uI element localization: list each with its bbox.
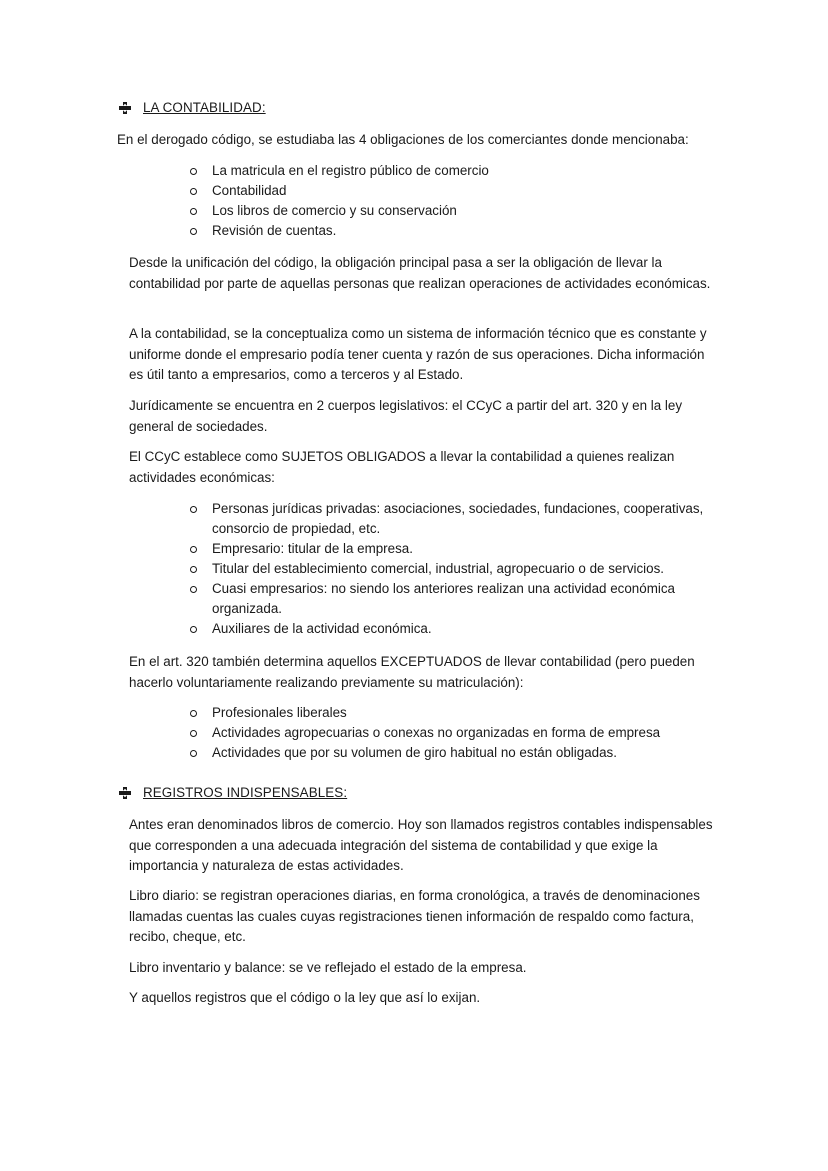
paragraph: Antes eran denominados libros de comercio. Hoy son llamados registros contables indispensables que corresponden a una adecuada integración del sistema de contabilidad y que exige la importancia y naturaleza de estas actividades. (129, 817, 713, 873)
list-item: La matricula en el registro público de comercio (190, 161, 712, 181)
paragraph: A la contabilidad, se la conceptualiza como un sistema de información técnico que es constante y uniforme donde el empresario podía tener cuenta y razón de sus operaciones. Dicha información es útil tanto a empresarios, como a terceros y al Estado. (129, 326, 707, 382)
list-item: Los libros de comercio y su conservación (190, 201, 712, 221)
list-item: Revisión de cuentas. (190, 221, 712, 241)
list-item: Profesionales liberales (190, 703, 712, 723)
paragraph: En el art. 320 también determina aquellos EXCEPTUADOS de llevar contabilidad (pero pueden hacerlo voluntariamente realizando previamente su matriculación): (129, 654, 695, 690)
list-item: Personas jurídicas privadas: asociaciones, sociedades, fundaciones, cooperativas, consorcio de propiedad, etc. (190, 499, 712, 539)
list-item: Contabilidad (190, 181, 712, 201)
list-item: Actividades agropecuarias o conexas no organizadas en forma de empresa (190, 723, 712, 743)
diamond-bullet-icon (117, 787, 133, 799)
list-item: Auxiliares de la actividad económica. (190, 619, 712, 639)
list-item: Actividades que por su volumen de giro habitual no están obligadas. (190, 743, 712, 763)
exempted-list (190, 703, 712, 763)
obligations-list (190, 161, 712, 241)
paragraph: Y aquellos registros que el código o la ley que así lo exijan. (129, 990, 481, 1005)
diamond-bullet-icon (117, 102, 133, 114)
paragraph: El CCyC establece como SUJETOS OBLIGADOS a llevar la contabilidad a quienes realizan actividades económicas: (129, 449, 675, 485)
list-item: Empresario: titular de la empresa. (190, 539, 712, 559)
heading-label: LA CONTABILIDAD: (143, 100, 266, 115)
section-heading-contabilidad (117, 100, 266, 115)
heading-label: REGISTROS INDISPENSABLES: (143, 785, 348, 800)
paragraph: Jurídicamente se encuentra en 2 cuerpos legislativos: el CCyC a partir del art. 320 y en la ley general de sociedades. (129, 398, 683, 434)
paragraph: Libro diario: se registran operaciones diarias, en forma cronológica, a través de denominaciones llamadas cuentas las cuales cuyas registraciones tienen información de respaldo como factura, recibo, cheque, etc. (129, 888, 700, 944)
list-item: Titular del establecimiento comercial, industrial, agropecuario o de servicios. (190, 559, 712, 579)
obligated-subjects-list (190, 499, 712, 639)
section-heading-registros (117, 785, 347, 800)
paragraph: Desde la unificación del código, la obligación principal pasa a ser la obligación de llevar la contabilidad por parte de aquellas personas que realizan operaciones de actividades económicas. (129, 255, 711, 291)
intro-paragraph: En el derogado código, se estudiaba las 4 obligaciones de los comerciantes donde mencionaba: (117, 132, 689, 147)
paragraph: Libro inventario y balance: se ve reflejado el estado de la empresa. (129, 960, 527, 975)
list-item: Cuasi empresarios: no siendo los anteriores realizan una actividad económica organizada. (190, 579, 712, 619)
